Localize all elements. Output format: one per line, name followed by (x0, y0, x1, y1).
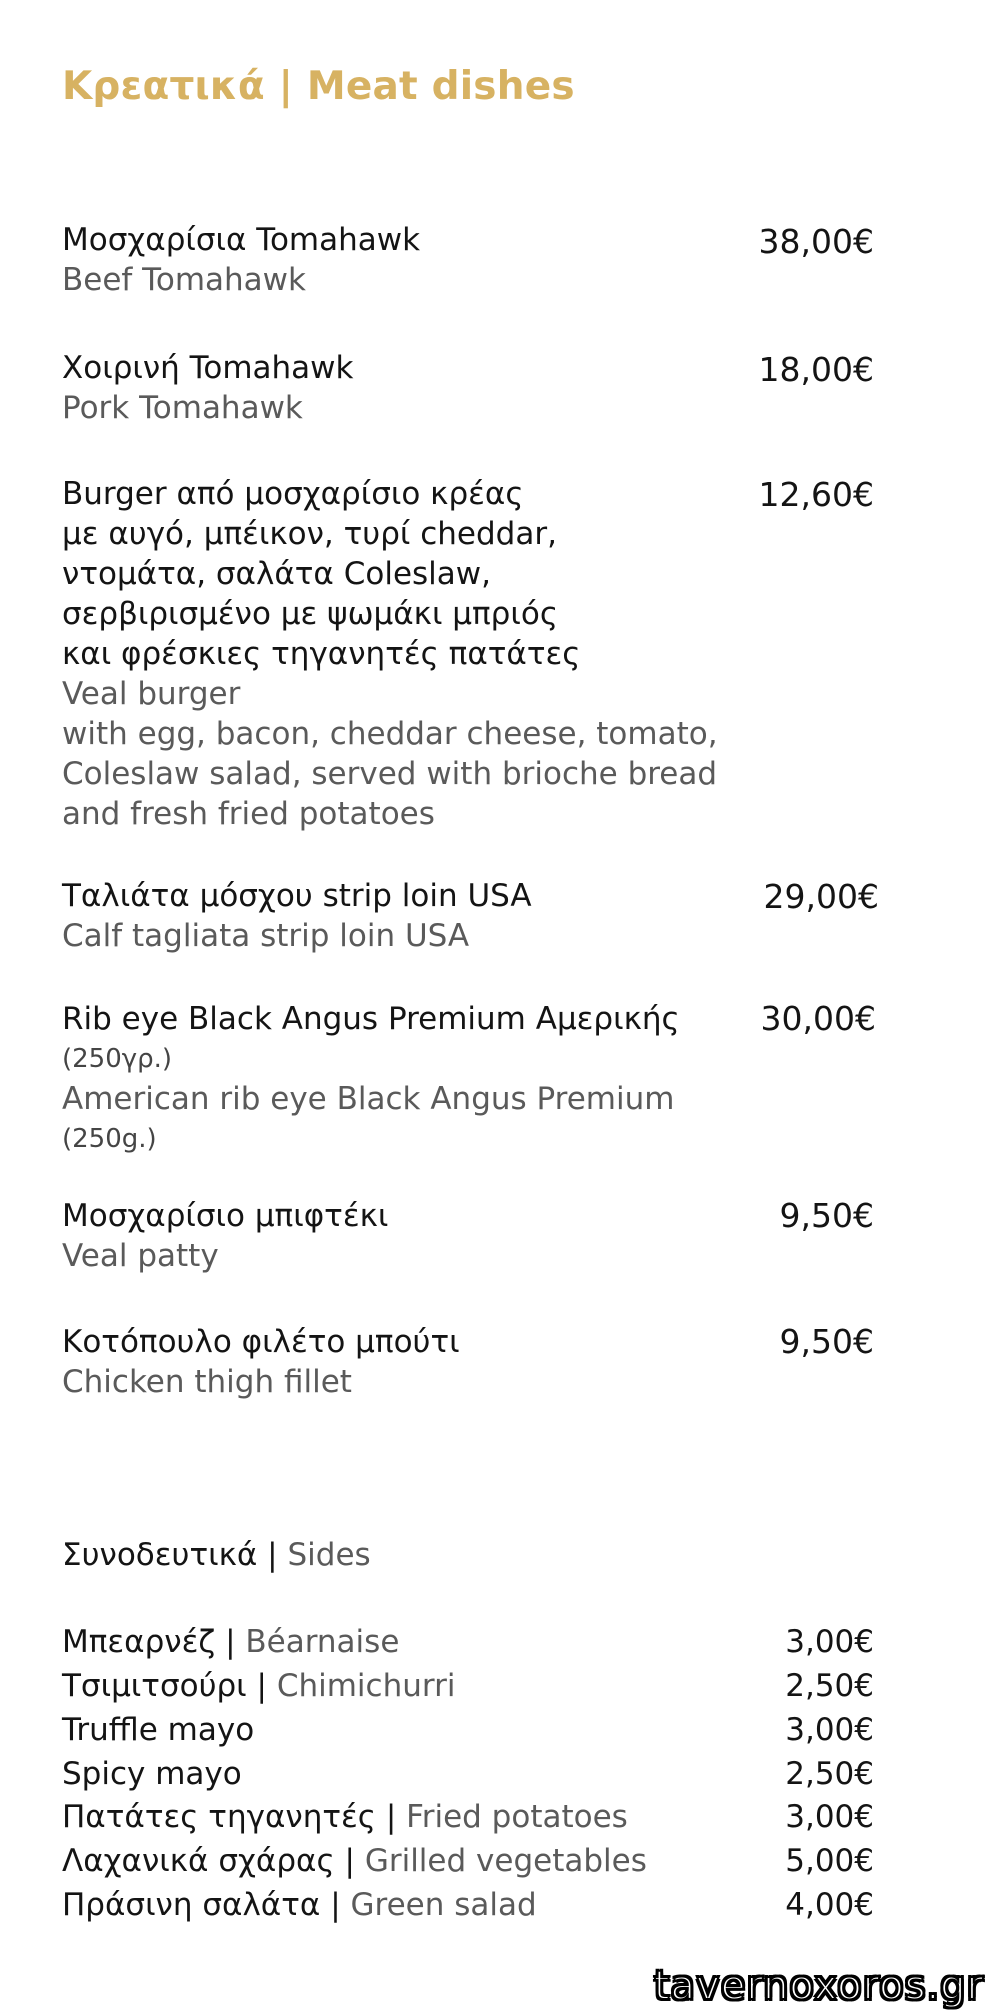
item-price: 29,00€ (763, 877, 879, 916)
item-price: 18,00€ (758, 350, 874, 389)
item-name-en: Chicken thigh fillet (62, 1364, 352, 1400)
item-name-en: Calf tagliata strip loin USA (62, 918, 470, 954)
side-price: 3,00€ (785, 1624, 874, 1660)
side-name-gr: Τσιμιτσούρι | (62, 1668, 267, 1704)
side-item (62, 1710, 254, 1750)
side-item (62, 1754, 242, 1794)
side-name-en: Béarnaise (245, 1624, 400, 1660)
item-price: 9,50€ (779, 1322, 874, 1361)
item-name-gr: Burger από μοσχαρίσιο κρέας με αυγό, μπέικον, τυρί cheddar, ντομάτα, σαλάτα Coleslaw, σερβιρισμένο με ψωμάκι μπριός και φρέσκιες τηγανητές πατάτες (62, 476, 581, 672)
side-name-gr: Truffle mayo (62, 1712, 255, 1748)
side-price: 2,50€ (785, 1756, 874, 1792)
item-price: 30,00€ (760, 999, 876, 1038)
item-name-en: Veal patty (62, 1238, 219, 1274)
sides-heading-en: Sides (287, 1537, 371, 1573)
side-price: 5,00€ (785, 1843, 874, 1879)
side-item (62, 1797, 628, 1837)
menu-item-veal-burger (62, 474, 922, 834)
item-price: 38,00€ (758, 222, 874, 261)
sides-heading-gr: Συνοδευτικά | (62, 1537, 278, 1573)
item-name-gr: Rib eye Black Angus Premium Αμερικής (62, 1001, 680, 1037)
item-name-gr: Ταλιάτα μόσχου strip loin USA (62, 878, 532, 914)
item-name-gr: Χοιρινή Tomahawk (62, 350, 354, 386)
side-item (62, 1666, 455, 1706)
item-name-gr: Μοσχαρίσιο μπιφτέκι (62, 1198, 389, 1234)
side-item (62, 1622, 399, 1662)
item-price: 12,60€ (758, 475, 874, 514)
side-name-en: Chimichurri (276, 1668, 456, 1704)
page-title: Κρεατικά | Meat dishes (62, 64, 575, 109)
side-name-gr: Πατάτες τηγανητές | (62, 1799, 397, 1835)
side-name-gr: Μπεαρνέζ | (62, 1624, 236, 1660)
side-price: 4,00€ (785, 1887, 874, 1923)
item-name-en: Veal burger with egg, bacon, cheddar cheese, tomato, Coleslaw salad, served with brioche bread and fresh fried potatoes (62, 676, 718, 832)
side-price: 3,00€ (785, 1712, 874, 1748)
item-weight-en: (250g.) (62, 1124, 157, 1154)
item-name-en: Beef Tomahawk (62, 262, 306, 298)
side-price: 3,00€ (785, 1799, 874, 1835)
side-name-en: Green salad (350, 1887, 537, 1923)
side-item (62, 1885, 537, 1925)
side-item (62, 1841, 647, 1881)
item-name-gr: Κοτόπουλο φιλέτο μπούτι (62, 1324, 460, 1360)
item-name-en: Pork Tomahawk (62, 390, 303, 426)
side-name-en: Grilled vegetables (364, 1843, 647, 1879)
item-name-en: American rib eye Black Angus Premium (62, 1081, 675, 1117)
item-weight-gr: (250γρ.) (62, 1044, 173, 1074)
side-price: 2,50€ (785, 1668, 874, 1704)
sides-heading (62, 1535, 371, 1575)
side-name-gr: Λαχανικά σχάρας | (62, 1843, 355, 1879)
item-name-gr: Μοσχαρίσια Tomahawk (62, 222, 421, 258)
side-name-en: Fried potatoes (406, 1799, 628, 1835)
side-name-gr: Spicy mayo (62, 1756, 242, 1792)
item-price: 9,50€ (779, 1196, 874, 1235)
watermark: tavernoxoros.gr (653, 1963, 984, 2009)
side-name-gr: Πράσινη σαλάτα | (62, 1887, 341, 1923)
